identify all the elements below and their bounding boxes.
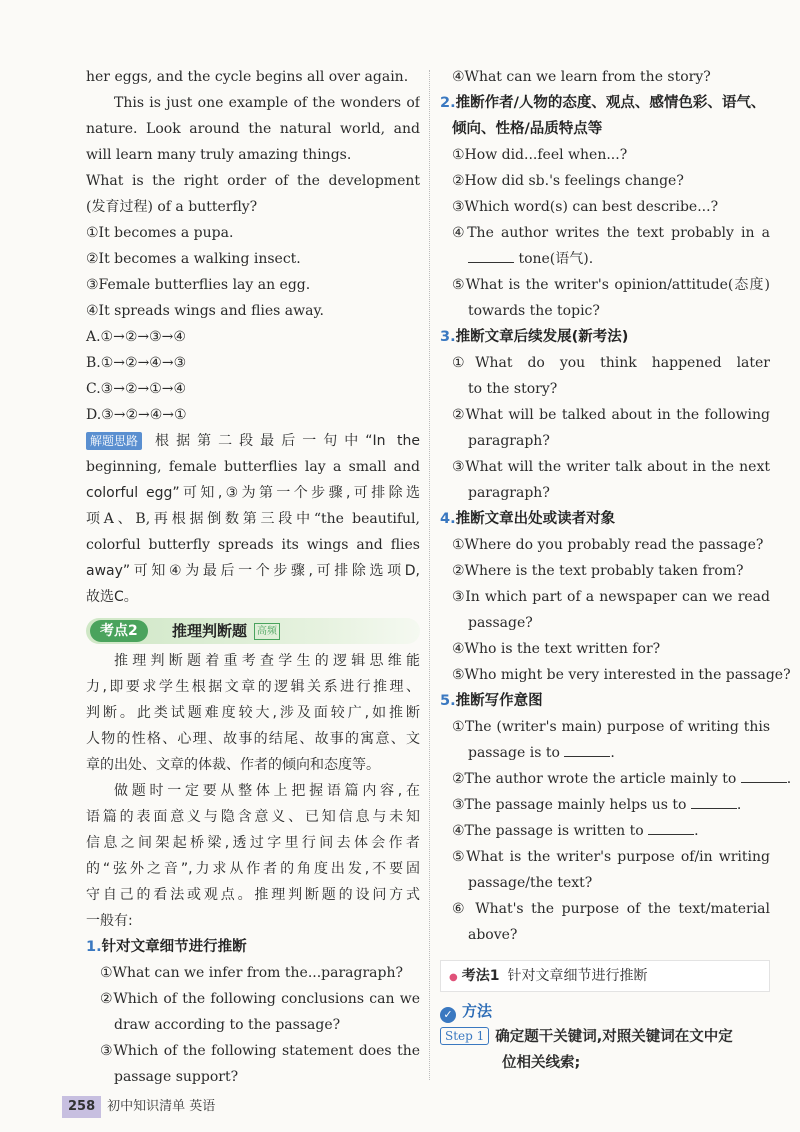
answer-option: A.①→②→③→④ (86, 329, 186, 345)
example-item: ③What will the writer talk about in the next (452, 459, 770, 475)
method-box-title: 考法1 (461, 968, 500, 984)
body-line: 推理判断题着重考查学生的逻辑思维能 (114, 653, 420, 669)
item-text: passage is to (468, 745, 560, 761)
example-item: ②How did sb.'s feelings change? (452, 173, 684, 189)
body-line: 一般有: (86, 913, 133, 929)
example-item: ⑤What is the writer's opinion/attitude(态度) (452, 277, 770, 293)
answer-blank (741, 768, 787, 783)
story-ending-line: her eggs, and the cycle begins all over again. (86, 69, 409, 85)
example-item: ③The passage mainly helps us to . (440, 792, 770, 818)
example-item: ⑥ What's the purpose of the text/material (452, 901, 770, 917)
book-title: 初中知识清单 英语 (107, 1099, 216, 1114)
example-item-cont: draw according to the passage? (114, 1017, 341, 1033)
frequency-badge: 高频 (254, 623, 280, 640)
heading-number: 5. (440, 693, 456, 709)
analysis-tag: 解题思路 (86, 432, 142, 450)
analysis-line: 项A、B,再根据倒数第三段中“the beautiful, (86, 511, 420, 527)
heading-number: 4. (440, 511, 456, 527)
heading-text: 推断文章后续发展(新考法) (455, 329, 629, 345)
step-line-cont: 位相关线索; (502, 1055, 581, 1071)
heading-4 (440, 506, 770, 532)
item-text: ②The author wrote the article mainly to (452, 771, 737, 787)
answer-option: B.①→②→④→③ (86, 355, 187, 371)
analysis-line: away”可知④为最后一个步骤,可排除选项D, (86, 563, 420, 579)
heading-3 (440, 324, 770, 350)
body-line: 语篇的表面意义与隐含意义、已知信息与未知 (86, 809, 420, 825)
example-item-cont: to the story? (468, 381, 558, 397)
body-line: 章的出处、文章的体裁、作者的倾向和态度等。 (86, 757, 380, 773)
example-item: ③Which word(s) can best describe...? (452, 199, 719, 215)
example-item: ④Who is the text written for? (452, 641, 661, 657)
example-item-cont: paragraph? (468, 433, 550, 449)
section-header-bar (86, 618, 420, 644)
heading-2 (440, 90, 770, 116)
example-item-cont (440, 246, 770, 272)
heading-text: 推断作者/人物的态度、观点、感情色彩、语气、 (455, 95, 766, 111)
heading-text: 推断写作意图 (455, 693, 543, 709)
item-text: ④The passage is written to (452, 823, 644, 839)
answer-option: C.③→②→①→④ (86, 381, 187, 397)
left-column (86, 64, 420, 1090)
method-label: 方法 (462, 1002, 493, 1020)
heading-number: 3. (440, 329, 456, 345)
body-line: 信息之间架起桥梁,透过字里行间去体会作者 (86, 835, 420, 851)
analysis-text: 根据第二段最后一句中“In the (148, 433, 420, 449)
example-item: ①What do you think happened later (452, 355, 770, 371)
step-badge: Step 1 (440, 1027, 489, 1045)
example-item: ①Where do you probably read the passage? (452, 537, 764, 553)
story-paragraph-line: nature. Look around the natural world, and (86, 121, 420, 137)
analysis-line: 故选C。 (86, 589, 138, 605)
heading-number: 2. (440, 95, 456, 111)
body-line: 守自己的看法或观点。推理判断题的设问方式 (86, 887, 420, 903)
check-circle-icon: ✓ (440, 1007, 456, 1023)
heading-2-cont: 倾向、性格/品质特点等 (452, 121, 603, 137)
example-item-cont: passage support? (114, 1069, 239, 1085)
body-line: 做题时一定要从整体上把握语篇内容,在 (114, 783, 420, 799)
example-item-cont: above? (468, 927, 518, 943)
heading-number: 1. (86, 939, 102, 955)
example-item: ②The author wrote the article mainly to . (440, 766, 770, 792)
bullet-icon: ● (449, 972, 458, 983)
example-item: ①How did...feel when...? (452, 147, 628, 163)
right-column (440, 64, 792, 1076)
example-item: ④The passage is written to . (440, 818, 770, 844)
example-item-cont: towards the topic? (468, 303, 600, 319)
answer-blank (648, 820, 694, 835)
example-item-cont: paragraph? (468, 485, 550, 501)
example-item-cont: passage/the text? (468, 875, 593, 891)
question-step: ②It becomes a walking insect. (86, 251, 301, 267)
story-paragraph-line: will learn many truly amazing things. (86, 147, 352, 163)
example-item: ①The (writer's main) purpose of writing this (452, 719, 770, 735)
body-line: 力,即要求学生根据文章的逻辑关系进行推理、 (86, 679, 420, 695)
example-item: ⑤Who might be very interested in the passage? (452, 667, 791, 683)
method-box (440, 960, 770, 992)
example-item-cont: passage? (468, 615, 533, 631)
example-item-cont: passage is to . (440, 740, 770, 766)
example-item: ②Where is the text probably taken from? (452, 563, 744, 579)
answer-option: D.③→②→④→① (86, 407, 187, 423)
page-number: 258 (62, 1096, 101, 1118)
analysis-line: beginning, female butterflies lay a small and (86, 459, 420, 475)
answer-blank (691, 794, 737, 809)
analysis-line: colorful egg”可知,③为第一个步骤,可排除选 (86, 485, 420, 501)
section-title: 推理判断题 (172, 622, 248, 640)
heading-text: 针对文章细节进行推断 (101, 939, 247, 955)
example-item: ②What will be talked about in the following (452, 407, 770, 423)
analysis-line: colorful butterfly spreads its wings and flies (86, 537, 420, 553)
example-item: ⑤What is the writer's purpose of/in writing (452, 849, 770, 865)
blank-suffix: tone(语气). (518, 251, 594, 267)
method-heading (440, 998, 770, 1024)
example-item: ④What can we learn from the story? (452, 69, 711, 85)
question-step: ①It becomes a pupa. (86, 225, 234, 241)
example-item: ④The author writes the text probably in a (452, 225, 770, 241)
example-item: ①What can we infer from the...paragraph? (100, 965, 403, 981)
question-step: ④It spreads wings and flies away. (86, 303, 324, 319)
answer-blank (564, 742, 610, 757)
question-line: What is the right order of the development (86, 173, 420, 189)
analysis-line (86, 428, 420, 454)
heading-text: 推断文章出处或读者对象 (455, 511, 616, 527)
example-item: ②Which of the following conclusions can we (100, 991, 420, 1007)
page-footer (62, 1096, 215, 1118)
body-line: 人物的性格、心理、故事的结尾、故事的寓意、文 (86, 731, 420, 747)
answer-blank (468, 248, 514, 263)
column-divider (429, 70, 430, 1080)
body-line: 判断。此类试题难度较大,涉及面较广,如推断 (86, 705, 420, 721)
example-item: ③Which of the following statement does the (100, 1043, 420, 1059)
heading-5 (440, 688, 770, 714)
step-line (440, 1024, 770, 1050)
heading-1 (86, 934, 420, 960)
question-step: ③Female butterflies lay an egg. (86, 277, 311, 293)
story-paragraph-line: This is just one example of the wonders of (114, 95, 420, 111)
method-box-text: 针对文章细节进行推断 (507, 968, 648, 984)
step-text: 确定题干关键词,对照关键词在文中定 (495, 1029, 733, 1045)
section-pill: 考点2 (90, 620, 148, 642)
example-item: ③In which part of a newspaper can we read (452, 589, 770, 605)
item-text: ③The passage mainly helps us to (452, 797, 687, 813)
question-line: (发育过程) of a butterfly? (86, 199, 258, 215)
body-line: 的“弦外之音”,力求从作者的角度出发,不要固 (86, 861, 420, 877)
